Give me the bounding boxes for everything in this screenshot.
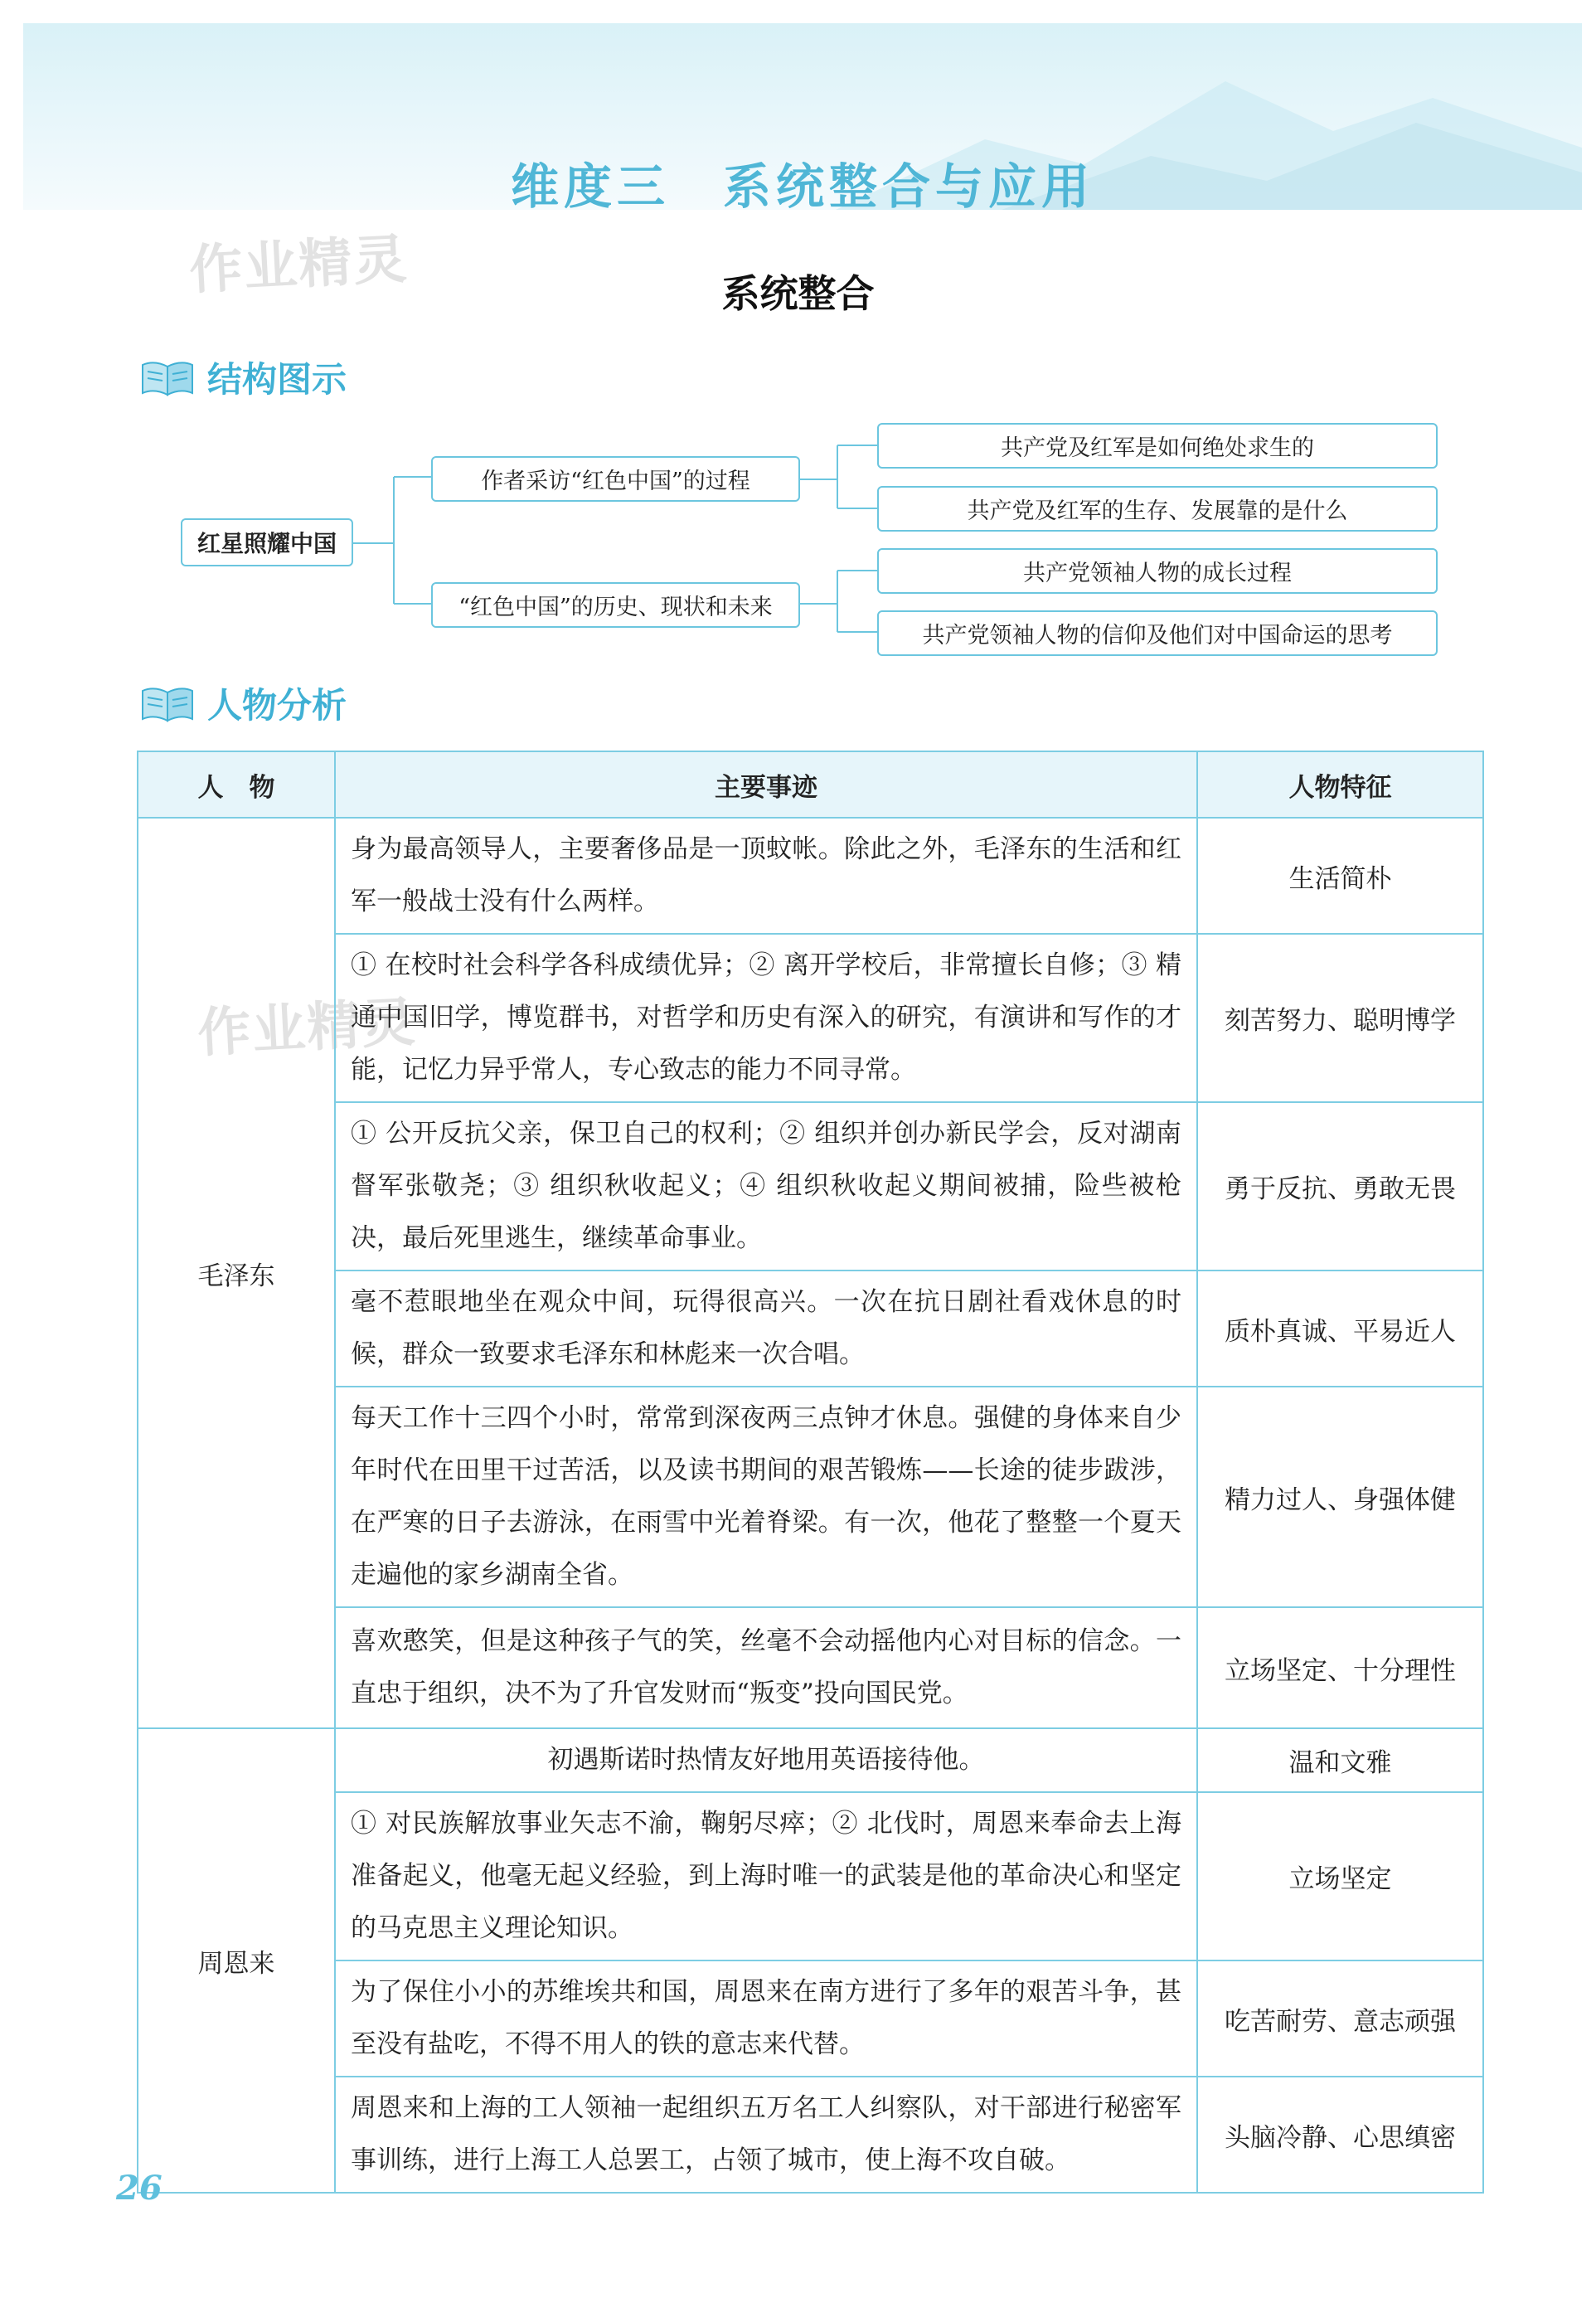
table-row [138, 818, 1483, 934]
structure-diagram [0, 0, 1596, 680]
page-number: 26 [116, 2169, 163, 2208]
events-cell: ① 在校时社会科学各科成绩优异；② 离开学校后，非常擅长自修；③ 精通中国旧学，博览群书，对哲学和历史有深入的研究，有演讲和写作的才能，记忆力异乎常人，专心致志的能力不同寻常。 [335, 934, 1197, 1102]
branch-node: “红色中国”的历史、现状和未来 [431, 582, 800, 628]
trait-cell: 勇于反抗、勇敢无畏 [1197, 1102, 1483, 1271]
person-name: 毛泽东 [138, 818, 335, 1728]
branch-node: 作者采访“红色中国”的过程 [431, 456, 800, 502]
watermark: 作业精灵 [196, 992, 419, 1065]
table-header-row [138, 751, 1483, 818]
trait-cell: 立场坚定 [1197, 1792, 1483, 1960]
events-cell: ① 公开反抗父亲，保卫自己的权利；② 组织并创办新民学会，反对湖南督军张敬尧；③ 组织秋收起义；④ 组织秋收起义期间被捕，险些被枪决，最后死里逃生，继续革命事业。 [335, 1102, 1197, 1271]
person-name: 周恩来 [138, 1728, 335, 2193]
leaf-node: 共产党及红军的生存、发展靠的是什么 [877, 486, 1438, 532]
trait-cell: 精力过人、身强体健 [1197, 1387, 1483, 1607]
watermark: 作业精灵 [187, 229, 410, 302]
trait-cell: 质朴真诚、平易近人 [1197, 1271, 1483, 1387]
trait-cell: 立场坚定、十分理性 [1197, 1607, 1483, 1728]
root-node: 红星照耀中国 [181, 518, 353, 566]
events-cell: 毫不惹眼地坐在观众中间，玩得很高兴。一次在抗日剧社看戏休息的时候，群众一致要求毛泽东和林彪来一次合唱。 [335, 1271, 1197, 1387]
character-analysis-table [137, 751, 1484, 2194]
events-cell: 初遇斯诺时热情友好地用英语接待他。 [335, 1728, 1197, 1792]
section-title: 系统整合 [721, 271, 875, 316]
column-header: 人物特征 [1197, 751, 1483, 818]
table-row [138, 934, 1483, 1102]
table-row [138, 1607, 1483, 1728]
events-cell: 周恩来和上海的工人领袖一起组织五万名工人纠察队，对干部进行秘密军事训练，进行上海工人总罢工，占领了城市，使上海不攻自破。 [335, 2077, 1197, 2193]
events-cell: 身为最高领导人，主要奢侈品是一顶蚊帐。除此之外，毛泽东的生活和红军一般战士没有什么两样。 [335, 818, 1197, 934]
structure-heading-label: 结构图示 [207, 359, 347, 400]
column-header: 主要事迹 [335, 751, 1197, 818]
events-cell: ① 对民族解放事业矢志不渝，鞠躬尽瘁；② 北伐时，周恩来奉命去上海准备起义，他毫无起义经验，到上海时唯一的武装是他的革命决心和坚定的马克思主义理论知识。 [335, 1792, 1197, 1960]
events-cell: 为了保住小小的苏维埃共和国，周恩来在南方进行了多年的艰苦斗争，甚至没有盐吃，不得不用人的铁的意志来代替。 [335, 1960, 1197, 2077]
open-book-icon [139, 684, 196, 722]
events-cell: 喜欢憨笑，但是这种孩子气的笑，丝毫不会动摇他内心对目标的信念。一直忠于组织，决不为了升官发财而“叛变”投向国民党。 [335, 1607, 1197, 1728]
trait-cell: 吃苦耐劳、意志顽强 [1197, 1960, 1483, 2077]
table-row [138, 1960, 1483, 2077]
banner-title: 维度三 系统整合与应用 [510, 158, 1094, 210]
table-row [138, 2077, 1483, 2193]
column-header: 人 物 [138, 751, 335, 818]
events-cell: 每天工作十三四个小时，常常到深夜两三点钟才休息。强健的身体来自少年时代在田里干过苦活，以及读书期间的艰苦锻炼——长途的徒步跋涉，在严寒的日子去游泳，在雨雪中光着脊梁。有一次，他花了整整一个夏天走遍他的家乡湖南全省。 [335, 1387, 1197, 1607]
trait-cell: 刻苦努力、聪明博学 [1197, 934, 1483, 1102]
table-row [138, 1728, 1483, 1792]
leaf-node: 共产党及红军是如何绝处求生的 [877, 423, 1438, 469]
analysis-heading [139, 678, 347, 728]
table-row [138, 1271, 1483, 1387]
trait-cell: 头脑冷静、心思缜密 [1197, 2077, 1483, 2193]
leaf-node: 共产党领袖人物的信仰及他们对中国命运的思考 [877, 610, 1438, 656]
table-row [138, 1387, 1483, 1607]
table-row [138, 1102, 1483, 1271]
table-row [138, 1792, 1483, 1960]
leaf-node: 共产党领袖人物的成长过程 [877, 548, 1438, 594]
trait-cell: 温和文雅 [1197, 1728, 1483, 1792]
analysis-heading-label: 人物分析 [207, 685, 347, 726]
trait-cell: 生活简朴 [1197, 818, 1483, 934]
